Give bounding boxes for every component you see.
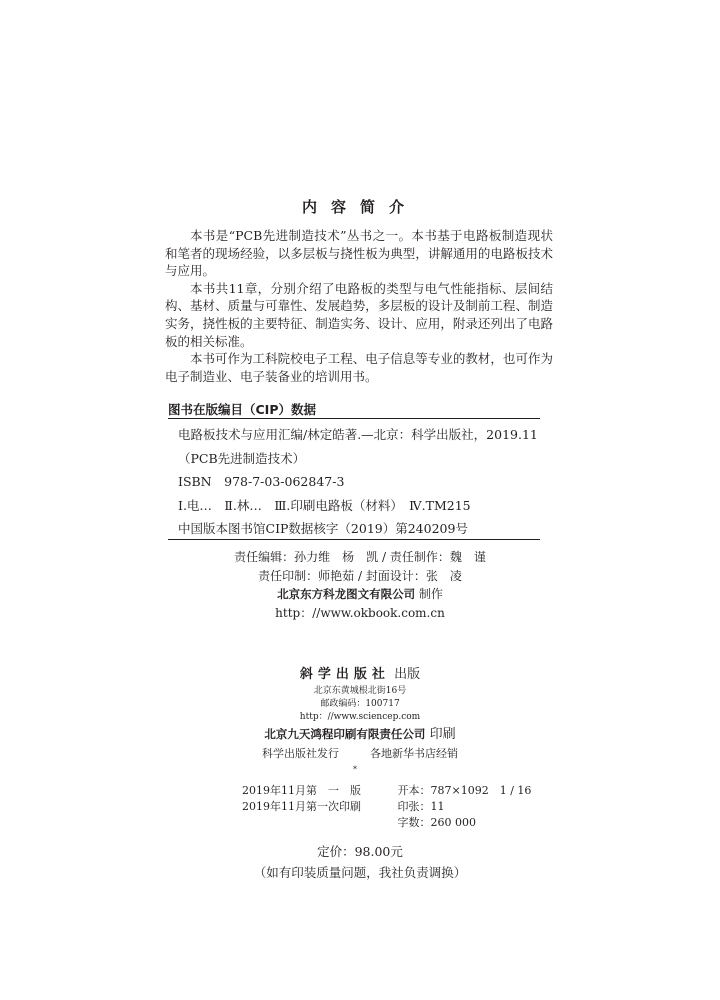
summary-paragraph: 本书是“PCB先进制造技术”丛书之一。本书基于电路板制造现状和笔者的现场经验，以多层板与挠性板为典型，讲解通用的电路板技术与应用。 — [165, 228, 553, 279]
sheets: 印张：11 — [397, 800, 445, 813]
summary-paragraph: 本书共11章，分别介绍了电路板的类型与电气性能指标、层间结构、基材、质量与可靠性、发展趋势，多层板的设计及制前工程、制造实务，挠性板的主要特征、制造实务、设计、应用，附录还列出了电路板的相关标准。 — [165, 280, 553, 349]
printer-line — [0, 724, 720, 745]
cip-line: （PCB先进制造技术） — [178, 450, 306, 466]
editor-credit: 责任编辑：孙力维 杨 凯 / 责任制作：魏 谨 — [234, 550, 486, 564]
maker-line — [0, 585, 720, 604]
publisher-line — [0, 665, 720, 685]
publisher-name: 斜学出版社 — [299, 667, 390, 682]
cip-line: Ⅰ.电… Ⅱ.林… Ⅲ.印刷电路板（材料） Ⅳ.TM215 — [178, 497, 471, 513]
maker-website: http：//www.okbook.com.cn — [275, 605, 445, 620]
spec-row — [242, 815, 531, 831]
ornament-mark: * — [353, 765, 357, 774]
distribution-right: 各地新华书店经销 — [370, 747, 458, 760]
publisher-block — [0, 665, 720, 763]
summary-paragraph: 本书可作为工科院校电子工程、电子信息等专业的教材，也可作为电子制造业、电子装备业的培训用书。 — [165, 351, 553, 384]
spec-block — [242, 783, 531, 831]
price-note: （如有印装质量问题，我社负责调换） — [253, 865, 467, 880]
cip-line: ISBN 978-7-03-062847-3 — [178, 474, 345, 489]
spec-row — [242, 783, 531, 799]
publisher-address: 北京东黄城根北街16号 — [313, 686, 407, 696]
format: 开本：787×1092 1 / 16 — [397, 784, 532, 797]
maker-name: 北京东方科龙图文有限公司 — [277, 587, 416, 601]
cip-heading: 图书在版编目（CIP）数据 — [168, 402, 316, 417]
publisher-role: 出版 — [394, 667, 421, 682]
cip-line: 电路板技术与应用汇编/林定皓著.—北京：科学出版社，2019.11 — [178, 427, 538, 442]
cip-block — [178, 423, 538, 541]
maker-suffix: 制作 — [418, 587, 443, 601]
publisher-postcode: 邮政编码：100717 — [320, 699, 400, 709]
printer-role: 印刷 — [429, 727, 456, 742]
credits-block — [0, 548, 720, 622]
distribution-line — [0, 745, 720, 763]
word-count: 字数：260 000 — [397, 816, 476, 829]
summary-title: 内容简介 — [301, 198, 418, 216]
publisher-website: http：//www.sciencep.com — [299, 712, 421, 722]
printing: 2019年11月第一次印刷 — [242, 800, 361, 813]
price-label: 定价：98.00元 — [317, 844, 403, 859]
printer-name: 北京九天鸿程印刷有限责任公司 — [264, 727, 426, 741]
cip-top-rule — [168, 418, 540, 419]
spec-row — [242, 799, 531, 815]
cip-bottom-rule — [168, 539, 540, 540]
edition: 2019年11月第 一 版 — [242, 784, 361, 797]
print-credit: 责任印制：师艳茹 / 封面设计：张 凌 — [258, 568, 462, 583]
distribution-left: 科学出版社发行 — [262, 747, 339, 760]
cip-line: 中国版本图书馆CIP数据核字（2019）第240209号 — [178, 521, 468, 536]
summary-body — [165, 227, 553, 385]
price-block — [0, 841, 720, 883]
